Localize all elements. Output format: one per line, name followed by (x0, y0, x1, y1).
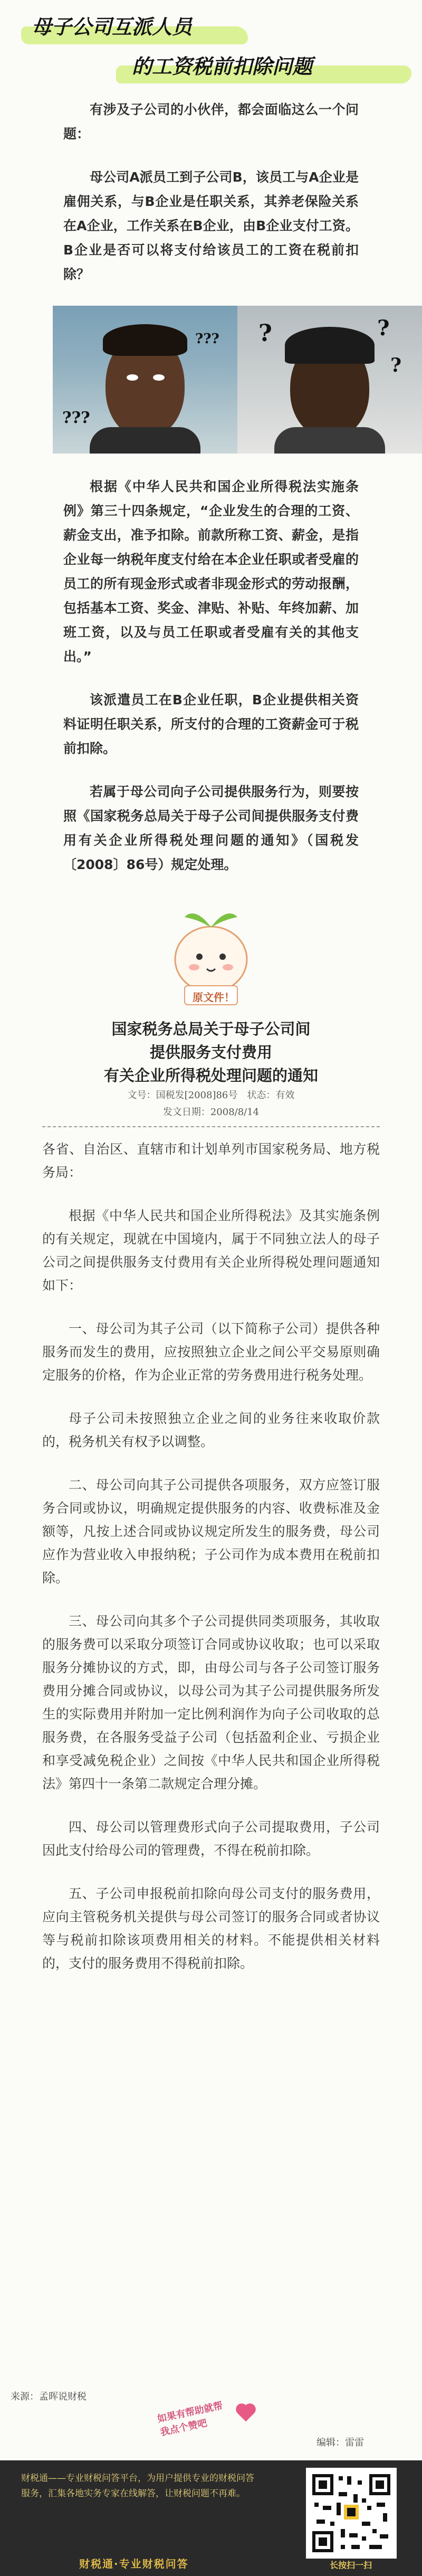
mascot-label: 原文件！ (193, 991, 235, 1004)
paragraph: 根据《中华人民共和国企业所得税法实施条例》第三十四条规定，“企业发生的合理的工资、薪金支出，准予扣除。前款所称工资、薪金，是指企业每一纳税年度支付给在本企业任职或者受雇的员工的所有现金形式或者非现金形式的劳动报酬，包括基本工资、奖金、津贴、补贴、年终加薪、加班工资，以及与员工任职或者受雇有关的其他支出。” (63, 479, 359, 664)
article-title-line-1: 母子公司互派人员 (32, 15, 193, 39)
document-number: 文号：国税发[2008]86号 状态：有效 (127, 1090, 295, 1101)
confused-meme-image (53, 306, 422, 454)
notice-intro: 根据《中华人民共和国企业所得税法》及其实施条例的有关规定，现就在中国境内，属于不同独立法人的母子公司之间提供服务支付费用有关企业所得税处理问题通知如下： (42, 1208, 380, 1293)
divider (42, 1126, 380, 1127)
footer-slogan: 财税通·专业财税问答 (79, 2558, 189, 2570)
notice-document (42, 1017, 380, 1975)
footer (0, 2460, 422, 2576)
question-mark: ??? (195, 331, 219, 347)
like-prompt: 如果有帮助就帮我点个赞吧 (156, 2400, 224, 2439)
question-mark: ? (377, 316, 390, 341)
notice-title: 有关企业所得税处理问题的通知 (103, 1067, 318, 1084)
footer-description: 财税通——专业财税问答平台，为用户提供专业的财税问答服务，汇集各地实务专家在线解答，让财税问题不再难。 (21, 2473, 254, 2499)
notice-item: 一、母公司为其子公司（以下简称子公司）提供各种服务而发生的费用，应按照独立企业之间公平交易原则确定服务的价格，作为企业正常的劳务费用进行税务处理。 (42, 1321, 380, 1383)
editor-credit: 编辑：雷雷 (316, 2437, 364, 2448)
qr-code-icon[interactable] (306, 2468, 397, 2559)
notice-item: 母子公司未按照独立企业之间的业务往来收取价款的，税务机关有权予以调整。 (42, 1411, 380, 1449)
notice-title: 提供服务支付费用 (149, 1043, 272, 1061)
notice-item: 五、子公司申报税前扣除向母公司支付的服务费用，应向主管税务机关提供与母公司签订的服务合同或者协议等与税前扣除该项费用相关的材料。不能提供相关材料的，支付的服务费用不得税前扣除。 (42, 1886, 380, 1971)
qr-caption: 长按扫一扫 (329, 2560, 372, 2570)
notice-item: 二、母公司向其子公司提供各项服务，双方应签订服务合同或协议，明确规定提供服务的内容、收费标准及金额等，凡按上述合同或协议规定所发生的服务费，母公司应作为营业收入申报纳税；子公司作为成本费用在税前扣除。 (42, 1477, 380, 1586)
question-mark: ??? (62, 409, 90, 427)
paragraph: 母公司A派员工到子公司B，该员工与A企业是雇佣关系，与B企业是任职关系，其养老保险关系在A企业，工作关系在B企业，由B企业支付工资。B企业是否可以将支付给该员工的工资在税前扣除？ (63, 169, 359, 282)
paragraph: 该派遣员工在B企业任职，B企业提供相关资料证明任职关系，所支付的合理的工资薪金可于税前扣除。 (63, 692, 359, 756)
paragraph: 若属于母公司向子公司提供服务行为，则要按照《国家税务总局关于母子公司间提供服务支付费用有关企业所得税处理问题的通知》（国税发〔2008〕86号）规定处理。 (63, 784, 359, 872)
meme-panel-left (53, 306, 237, 454)
notice-item: 四、母公司以管理费形式向子公司提取费用，子公司因此支付给母公司的管理费，不得在税前扣除。 (42, 1819, 380, 1858)
meme-panel-right (237, 306, 422, 454)
source-credit: 来源：孟晖说财税 (11, 2391, 87, 2402)
paragraph: 有涉及子公司的小伙伴，都会面临这么一个问题： (63, 102, 359, 141)
notice-item: 三、母公司向其多个子公司提供同类项服务，其收取的服务费可以采取分项签订合同或协议收取；也可以采取服务分摊协议的方式，即，由母公司与各子公司签订服务费用分摊合同或协议，以母公司为其子公司提供服务所发生的实际费用并附加一定比例利润作为向子公司收取的总服务费，在各服务受益子公司（包括盈利企业、亏损企业和享受减免税企业）之间按《中华人民共和国企业所得税法》第四十一条第二款规定合理分摊。 (42, 1613, 380, 1791)
question-mark: ? (258, 320, 272, 347)
original-document-mascot (0, 896, 422, 1017)
article-body (0, 98, 422, 877)
issue-date: 发文日期：2008/8/14 (162, 1107, 260, 1118)
heart-icon (237, 2405, 254, 2421)
notice-title: 国家税务总局关于母子公司间 (111, 1020, 311, 1038)
notice-addressee: 各省、自治区、直辖市和计划单列市国家税务局、地方税务局： (42, 1141, 380, 1180)
article-header (0, 0, 422, 98)
question-mark: ? (390, 354, 402, 376)
article-title-line-2: 的工资税前扣除问题 (132, 54, 313, 78)
